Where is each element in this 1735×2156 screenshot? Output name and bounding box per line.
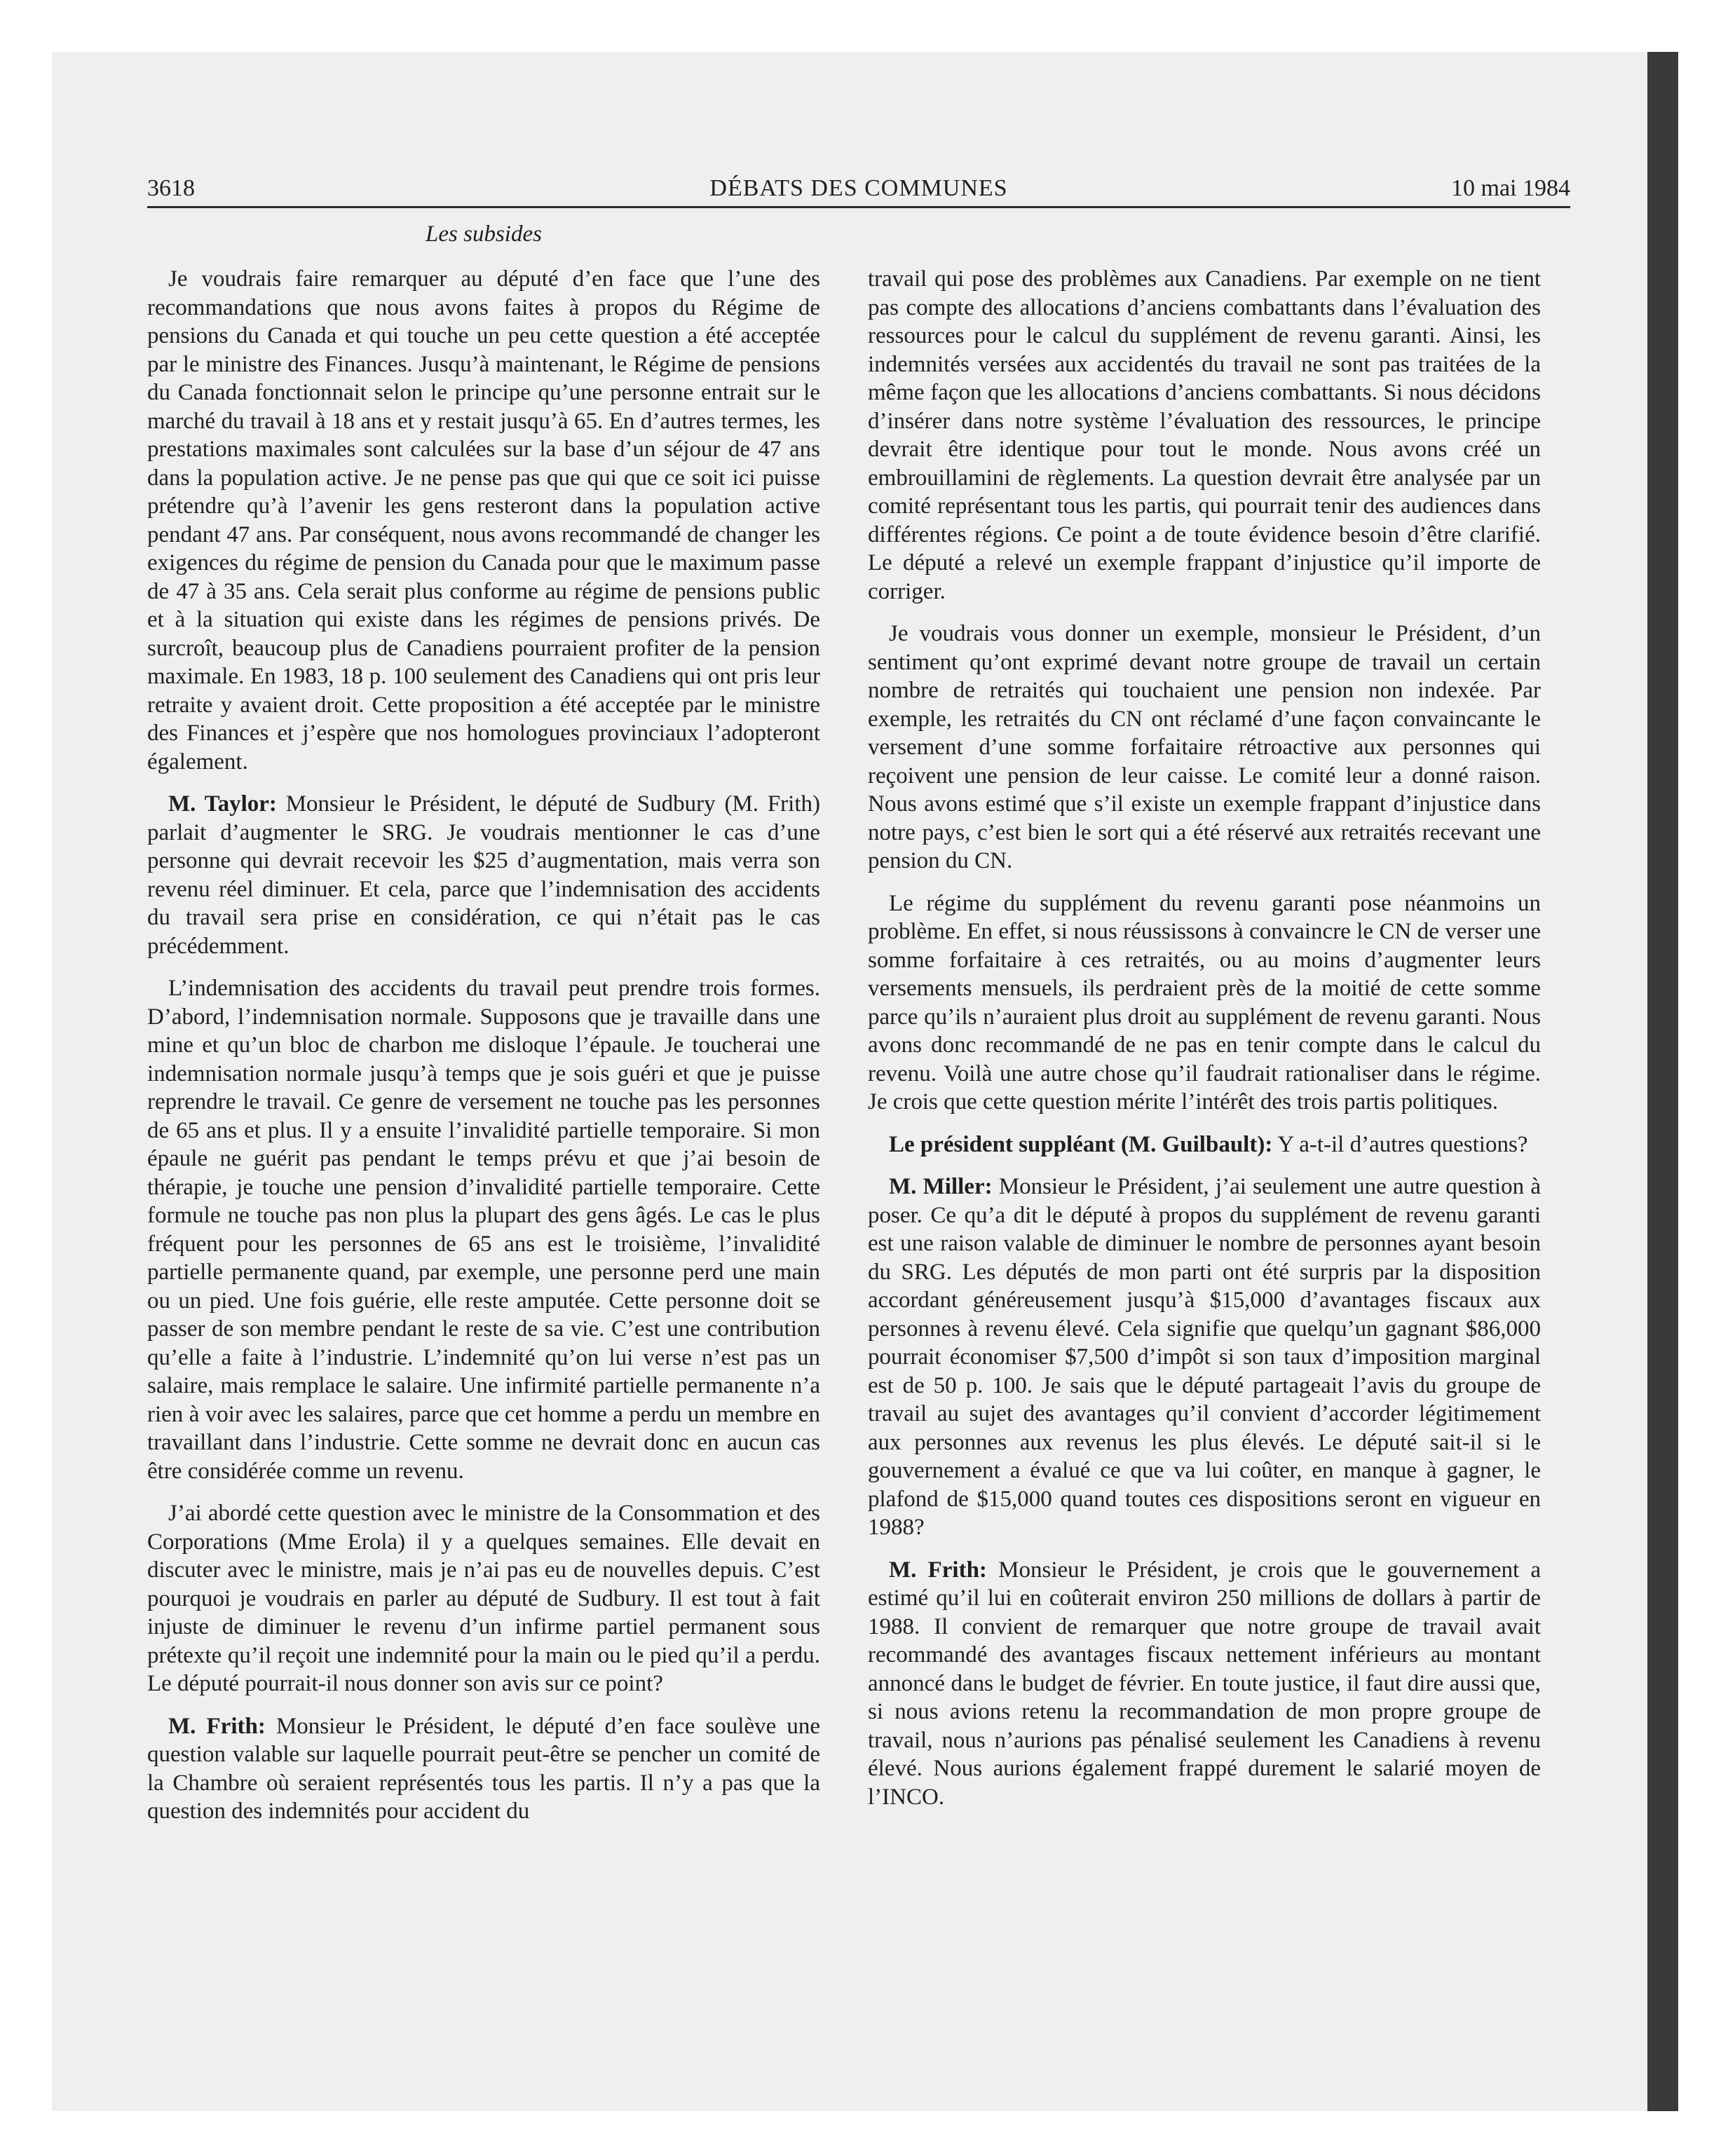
paragraph [868,889,1541,1117]
paragraph [868,620,1541,875]
paragraph [147,1712,820,1826]
left-column [147,265,820,1840]
publication-title: DÉBATS DES COMMUNES [709,175,1008,201]
section-title: Les subsides [426,221,542,247]
right-column [868,265,1541,1825]
speaker-name: M. Miller: [889,1174,993,1199]
paragraph [147,974,820,1485]
speaker-name: M. Frith: [168,1713,266,1739]
paragraph [147,1499,820,1698]
paragraph-text: Je voudrais vous donner un exemple, monsieur le Président, d’un sentiment qu’ont exprimé devant notre groupe de travail un certain nombre de retraités qui touchaient une pension non indexée. Par exemple, les retraités du CN ont réclamé d’une façon convaincante le versement d’une somme forfaitaire rétroactive aux personnes qui reçoivent une pension de leur caisse. Le comité leur a donné raison. Nous avons estimé que s’il existe un exemple frappant d’injustice dans notre pays, c’est bien le sort qui a été réservé aux retraités recevant une pension du CN. [868,621,1541,873]
page-number: 3618 [147,175,195,201]
paragraph [147,790,820,960]
page-header [147,167,1570,208]
paragraph [868,265,1541,606]
paragraph-text: L’indemnisation des accidents du travail peut prendre trois formes. D’abord, l’indemnisation normale. Supposons que je travaille dans une mine et qu’un bloc de charbon me disloque l’épaule. Je toucherai une indemnisation normale jusqu’à temps que je sois guéri et que je puisse reprendre le travail. Ce genre de versement ne touche pas les personnes de 65 ans et plus. Il y a ensuite l’invalidité partielle temporaire. Si mon épaule ne guérit pas pendant le temps prévu et que j’ai besoin de thérapie, je touche une pension d’invalidité partielle temporaire. Cette formule ne touche pas non plus la plupart des gens âgés. Le cas le plus fréquent pour les personnes de 65 ans est le troisième, l’invalidité partielle permanente quand, par exemple, une personne perd une main ou un pied. Une fois guérie, elle reste amputée. Cette personne doit se passer de son membre pendant le reste de sa vie. C’est une contribution qu’elle a faite à l’industrie. L’indemnité qu’on lui verse n’est pas un salaire, mais remplace le salaire. Une infirmité partielle permanente n’a rien à voir avec les salaires, parce que cet homme a perdu un membre en travaillant dans l’industrie. Cette somme ne devrait donc en aucun cas être considérée comme un revenu. [147,976,820,1484]
document-page [147,167,1570,2087]
paragraph-text: Monsieur le Président, le député de Sudbury (M. Frith) parlait d’augmenter le SRG. Je voudrais mentionner le cas d’une personne qui devrait recevoir les $25 d’augmentation, mais verra son revenu réel diminuer. Et cela, parce que l’indemnisation des accidents du travail sera prise en considération, ce qui n’était pas le cas précédemment. [147,791,821,959]
scan-edge-shadow [1647,52,1678,2111]
paragraph-text: Monsieur le Président, le député d’en face soulève une question valable sur laquelle pourrait peut-être se pencher un comité de la Chambre où seraient représentés tous les partis. Il n’y a pas que la question des indemnités pour accident du [147,1713,821,1824]
paragraph [147,265,820,776]
paragraph [868,1173,1541,1542]
speaker-name: M. Taylor: [168,791,277,817]
paragraph [868,1131,1541,1159]
paragraph-text: J’ai abordé cette question avec le ministre de la Consommation et des Corporations (Mme Erola) il y a quelques semaines. Elle devait en discuter avec le ministre, mais je n’ai pas eu de nouvelles depuis. C’est pourquoi je voudrais en parler au député de Sudbury. Il est tout à fait injuste de diminuer le revenu d’un infirme partiel permanent sous prétexte qu’il reçoit une indemnité pour la main ou le pied qu’il a perdu. Le député pourrait-il nous donner son avis sur ce point? [147,1501,820,1696]
paragraph-text: Je voudrais faire remarquer au député d’en face que l’une des recommandations que nous avons faites à propos du Régime de pensions du Canada et qui touche un peu cette question a été acceptée par le ministre des Finances. Jusqu’à maintenant, le Régime de pensions du Canada fonctionnait selon le principe qu’une personne entrait sur le marché du travail à 18 ans et y restait jusqu’à 65. En d’autres termes, les prestations maximales sont calculées sur la base d’un séjour de 47 ans dans la population active. Je ne pense pas que qui que ce soit ici puisse prétendre qu’à l’avenir les gens resteront dans la population active pendant 47 ans. Par conséquent, nous avons recommandé de changer les exigences du régime de pension du Canada pour que le maximum passe de 47 à 35 ans. Cela serait plus conforme au régime de pensions public et à la situation qui existe dans les régimes de pensions privés. De surcroît, beaucoup plus de Canadiens pourraient profiter de la pension maximale. En 1983, 18 p. 100 seulement des Canadiens qui ont pris leur retraite y avaient droit. Cette proposition a été acceptée par le ministre des Finances et j’espère que nos homologues provinciaux l’adopteront également. [147,266,820,775]
speaker-name: M. Frith: [889,1557,987,1583]
paragraph [868,1556,1541,1812]
paragraph-text: Monsieur le Président, je crois que le gouvernement a estimé qu’il lui en coûterait environ 250 millions de dollars à partir de 1988. Il convient de remarquer que notre groupe de travail avait recommandé des avantages fiscaux nettement inférieurs au montant annoncé dans le budget de février. En toute justice, il faut dire aussi que, si nous avions retenu la recommandation de mon propre groupe de travail, nous n’aurions pas pénalisé seulement les Canadiens à revenu élevé. Nous aurions également frappé durement le salarié moyen de l’INCO. [868,1557,1542,1810]
speaker-name: Le président suppléant (M. Guilbault): [889,1131,1273,1157]
paragraph-text: Le régime du supplément du revenu garanti pose néanmoins un problème. En effet, si nous réussissons à convaincre le CN de verser une somme forfaitaire à ces retraités, ou au moins d’augmenter leurs versements mensuels, ils perdraient près de la moitié de cette somme parce qu’ils n’auraient plus droit au supplément de revenu garanti. Nous avons donc recommandé de ne pas en tenir compte dans le calcul du revenu. Voilà une autre chose qu’il faudrait rationaliser dans le régime. Je crois que cette question mérite l’intérêt des trois partis politiques. [868,890,1541,1114]
paragraph-text: Monsieur le Président, j’ai seulement une autre question à poser. Ce qu’a dit le député à propos du supplément de revenu garanti est une raison valable de diminuer le nombre de personnes ayant besoin du SRG. Les députés de mon parti ont été surpris par la disposition accordant généreusement jusqu’à $15,000 d’avantages fiscaux aux personnes à revenu élevé. Cela signifie que quelqu’un gagnant $86,000 pourrait économiser $7,500 d’impôt si son taux d’imposition marginal est de 50 p. 100. Je sais que le député partageait l’avis du groupe de travail au sujet des avantages qu’il convient d’accorder légitimement aux personnes aux revenus les plus élevés. Le député sait-il si le gouvernement a évalué ce que va lui coûter, en manque à gagner, le plafond de $15,000 quand toutes ces dispositions seront en vigueur en 1988? [868,1174,1541,1540]
paragraph-text: Y a-t-il d’autres questions? [1277,1131,1528,1157]
publication-date: 10 mai 1984 [1451,175,1570,201]
paragraph-text: travail qui pose des problèmes aux Canadiens. Par exemple on ne tient pas compte des allocations d’anciens combattants dans l’évaluation des ressources pour le calcul du supplément de revenu garanti. Ainsi, les indemnités versées aux accidentés du travail ne sont pas traitées de la même façon que les allocations d’anciens combattants. Si nous décidons d’insérer dans notre système l’évaluation des ressources, le principe devrait être identique pour tout le monde. Nous avons créé un embrouillamini de règlements. La question devrait être analysée par un comité représentant tous les partis, qui pourrait tenir des audiences dans différentes régions. Ce point a de toute évidence besoin d’être clarifié. Le député a relevé un exemple frappant d’injustice qu’il importe de corriger. [868,266,1541,604]
